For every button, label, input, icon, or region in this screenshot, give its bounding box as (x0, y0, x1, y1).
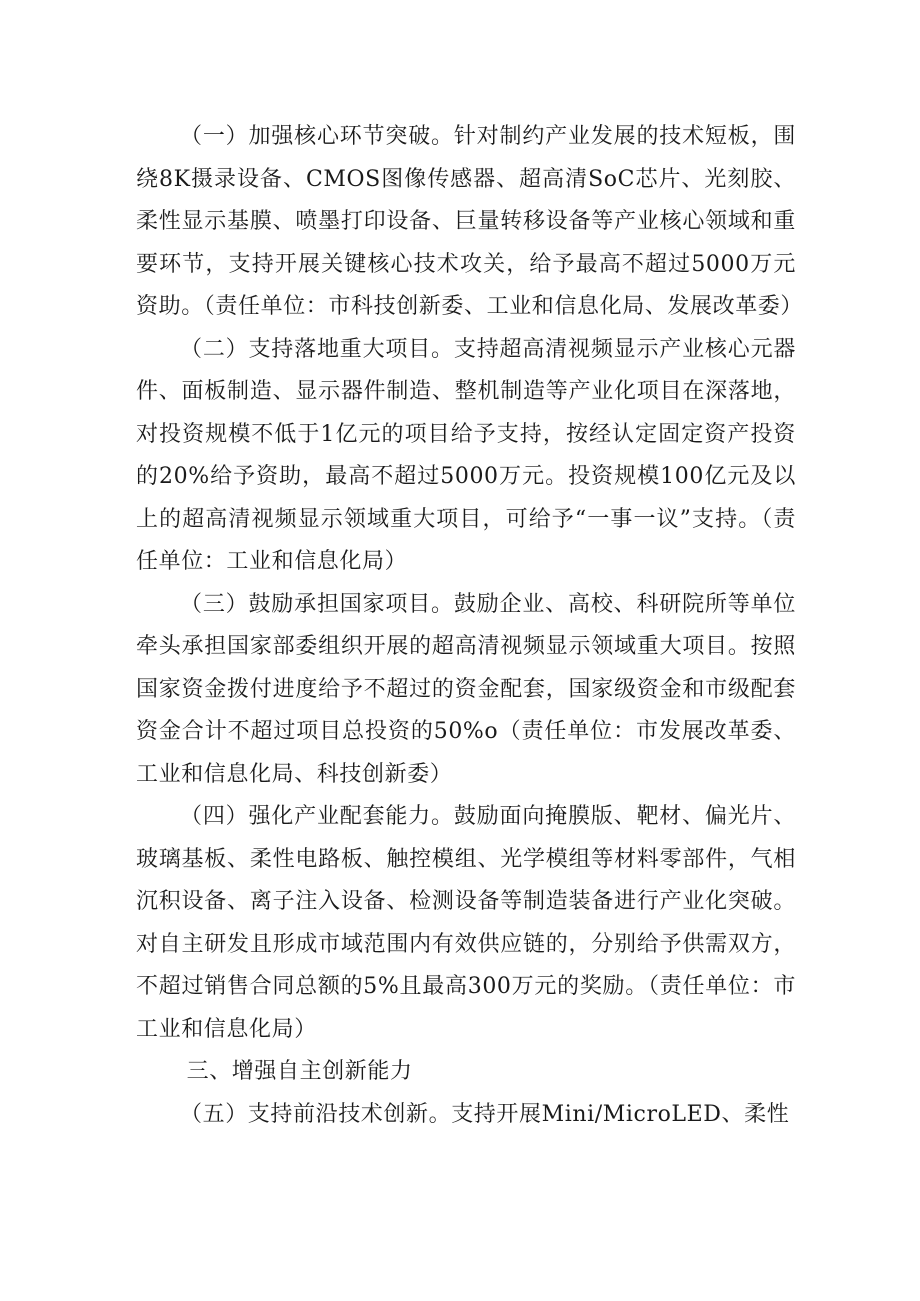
document-body (136, 116, 804, 1136)
paragraph-industry-support: （四）强化产业配套能力。鼓励面向掩膜版、靶材、偏光片、玻璃基板、柔性电路板、触控模组、光学模组等材料零部件，气相沉积设备、离子注入设备、检测设备等制造装备进行产业化突破。对自主研发且形成市域范围内有效供应链的，分别给予供需双方，不超过销售合同总额的5%且最高300万元的奖励。（责任单位：市工业和信息化局） (136, 804, 796, 1042)
section-heading: 三、增强自主创新能力 (186, 1059, 413, 1084)
paragraph-frontier-innovation: （五）支持前沿技术创新。支持开展Mini/MicroLED、柔性 (180, 1101, 790, 1127)
paragraph-core-breakthrough: （一）加强核心环节突破。针对制约产业发展的技术短板，围绕8K摄录设备、CMOS图像传感器、超高清SoC芯片、光刻胶、柔性显示基膜、喷墨打印设备、巨量转移设备等产业核心领域和重要环节，支持开展关键核心技术攻关，给予最高不超过5000万元资助。（责任单位：市科技创新委、工业和信息化局、发展改革委） (136, 124, 804, 319)
paragraph-major-projects: （二）支持落地重大项目。支持超高清视频显示产业核心元器件、面板制造、显示器件制造、整机制造等产业化项目在深落地，对投资规模不低于1亿元的项目给予支持，按经认定固定资产投资的20%给予资助，最高不超过5000万元。投资规模100亿元及以上的超高清视频显示领域重大项目，可给予“一事一议”支持。（责任单位：工业和信息化局） (136, 336, 796, 574)
paragraph-national-projects: （三）鼓励承担国家项目。鼓励企业、高校、科研院所等单位牵头承担国家部委组织开展的超高清视频显示领域重大项目。按照国家资金拨付进度给予不超过的资金配套，国家级资金和市级配套资金合计不超过项目总投资的50%o（责任单位：市发展改革委、工业和信息化局、科技创新委） (136, 591, 796, 787)
